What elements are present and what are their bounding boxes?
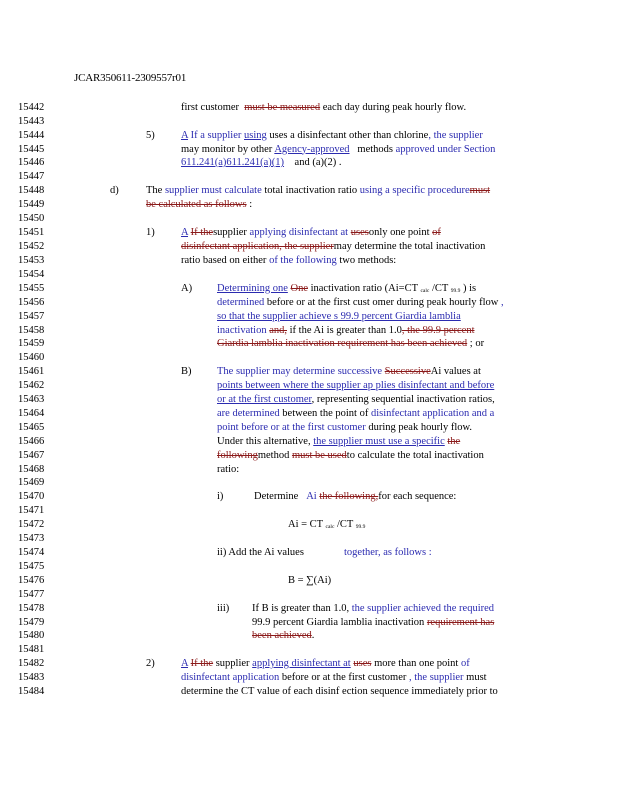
- item-label-2: 2): [146, 658, 155, 669]
- line-number: 15481: [18, 644, 45, 655]
- text-line-15466: Under this alternative, the supplier must use a specific the: [217, 435, 461, 447]
- text-line-15446: 611.241(a)611.241(a)(1) and (a)(2) .: [181, 157, 342, 168]
- text-line-15482: A If the supplier applying disinfectant at uses more than one point of: [181, 658, 470, 669]
- text-line-15453: ratio based on either of the following two methods:: [181, 255, 397, 266]
- text-line-15448: The supplier must calculate total inactivation ratio using a specific proceduremust: [146, 185, 491, 196]
- text-line-15461: The supplier may determine successive SuccessiveAi values at: [217, 366, 481, 377]
- line-number: 15451: [18, 227, 45, 238]
- line-number: 15480: [18, 630, 45, 641]
- text-line-15483: disinfectant application before or at the first customer , the supplier must: [181, 672, 487, 683]
- text-line-15455: Determining one One inactivation ratio (Ai=CT calc /CT 99.9 ) is: [217, 282, 477, 294]
- line-number: 15465: [18, 422, 45, 433]
- item-label-i: i): [217, 491, 224, 502]
- item-label-ii: ii) Add the Ai values: [217, 547, 304, 558]
- text-line-15463: or at the first customer, representing sequential inactivation ratios,: [217, 394, 495, 405]
- text-line-15444: A If a supplier using uses a disinfectant other than chlorine, the supplier: [181, 129, 483, 141]
- line-number: 15463: [18, 394, 45, 405]
- line-number: 15475: [18, 561, 45, 572]
- item-label-A: A): [181, 282, 193, 294]
- line-number: 15452: [18, 241, 45, 252]
- line-number: 15462: [18, 380, 45, 391]
- text-line-15479: 99.9 percent Giardia lamblia inactivation requirement has: [252, 616, 495, 628]
- text-line-15478: If B is greater than 1.0, the supplier achieved the required: [252, 602, 495, 614]
- line-number: 15482: [18, 658, 45, 669]
- text-line-15457: so that the supplier achieve s 99.9 percent Giardia lamblia: [217, 310, 461, 322]
- line-number: 15447: [18, 171, 45, 182]
- line-number: 15459: [18, 338, 45, 349]
- line-number: 15469: [18, 477, 45, 488]
- line-number: 15460: [18, 352, 45, 363]
- text-line-15470: Determine Ai the following,for each sequence:: [254, 491, 457, 502]
- text-line-15445: may monitor by other Agency-approved methods approved under Section: [181, 143, 496, 155]
- line-number: 15470: [18, 491, 45, 502]
- text-line-15464: are determined between the point of disinfectant application and a: [217, 408, 495, 419]
- item-label-B: B): [181, 366, 192, 377]
- line-number: 15453: [18, 255, 45, 266]
- line-number: 15457: [18, 310, 45, 322]
- line-number: 15461: [18, 366, 45, 377]
- formula-ai: Ai = CT calc /CT 99.9: [288, 519, 366, 530]
- text-line-15468: ratio:: [217, 463, 240, 475]
- text-line-15451: A If thesupplier applying disinfectant at usesonly one point of: [181, 227, 441, 238]
- line-number: 15444: [18, 129, 45, 141]
- text-line-15465: point before or at the first customer during peak hourly flow.: [217, 422, 473, 433]
- line-number: 15476: [18, 575, 45, 586]
- line-number: 15443: [18, 116, 45, 127]
- line-number: 15478: [18, 602, 45, 614]
- formula-b: B = ∑(Ai): [288, 575, 332, 586]
- line-number: 15484: [18, 686, 45, 697]
- document-header: JCAR350611-2309557r01: [74, 72, 187, 84]
- item-label-iii: iii): [217, 602, 230, 614]
- line-number: 15449: [18, 199, 45, 210]
- text-line-15442: first customer must be measured each day during peak hourly flow.: [181, 102, 467, 113]
- line-number: 15446: [18, 157, 45, 168]
- item-label-5: 5): [146, 129, 155, 141]
- text-line-15480: been achieved.: [252, 630, 315, 641]
- line-number: 15456: [18, 296, 45, 308]
- item-label-d: d): [110, 185, 119, 196]
- text-line-15452: disinfectant application, the suppliermay determine the total inactivation: [181, 241, 486, 252]
- text-line-15459: Giardia lamblia inactivation requirement has been achieved ; or: [217, 338, 485, 349]
- text-line-15462: points between where the supplier ap plies disinfectant and before: [217, 380, 495, 391]
- line-number: 15454: [18, 269, 45, 280]
- line-number: 15455: [18, 282, 45, 294]
- line-number: 15467: [18, 449, 45, 461]
- text-line-15484: determine the CT value of each disinf ection sequence immediately prior to: [181, 686, 498, 697]
- line-number: 15445: [18, 143, 45, 155]
- text-line-15458: inactivation and, if the Ai is greater than 1.0, the 99.9 percent: [217, 324, 475, 336]
- line-number: 15464: [18, 408, 45, 419]
- line-number: 15450: [18, 213, 45, 224]
- text-line-15449: be calculated as follows :: [146, 199, 253, 210]
- line-number: 15468: [18, 463, 45, 475]
- line-number: 15458: [18, 324, 45, 336]
- item-label-1: 1): [146, 227, 155, 238]
- line-number: 15466: [18, 435, 45, 447]
- text-line-15456: determined before or at the first cust omer during peak hourly flow ,: [217, 296, 504, 308]
- line-number: 15471: [18, 505, 45, 516]
- line-number: 15448: [18, 185, 45, 196]
- line-number: 15477: [18, 588, 45, 600]
- line-number: 15472: [18, 519, 45, 530]
- line-number: 15483: [18, 672, 45, 683]
- text-line-15474: together, as follows :: [344, 547, 432, 558]
- line-number: 15442: [18, 102, 45, 113]
- text-line-15467: followingmethod must be usedto calculate the total inactivation: [217, 449, 484, 461]
- line-number: 15479: [18, 616, 45, 628]
- line-number: 15474: [18, 547, 45, 558]
- line-number: 15473: [18, 533, 45, 544]
